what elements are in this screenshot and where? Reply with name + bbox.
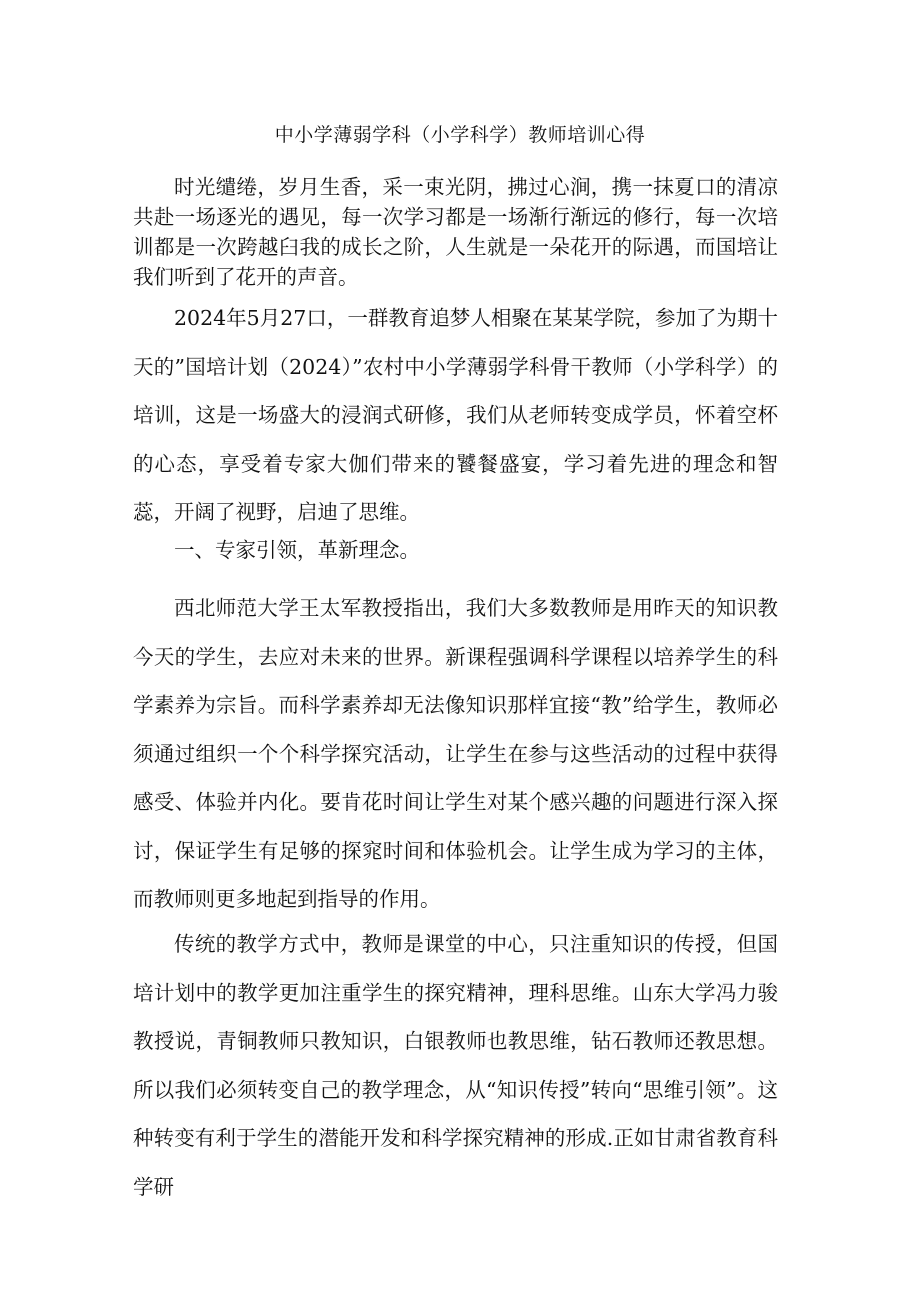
paragraph-training-overview: 2024年5月27口，一群教育追梦人相聚在某某学院，参加了为期十天的”国培计划（2024）”农村中小学薄弱学科骨干教师（小学科学）的培训，这是一场盛大的浸润式研修，我们从老师转变成学员，怀着空杯的心态，享受着专家大伽们带来的饕餐盛宴，学习着先进的理念和智蕊，开阔了视野，启迪了思维。 <box>133 306 778 524</box>
document-title: 中小学薄弱学科（小学科学）教师培训心得 <box>274 124 646 146</box>
paragraph-traditional-teaching: 传统的教学方式中，教师是课堂的中心，只注重知识的传授，但国培计划中的教学更加注重学生的探究精神，理科思维。山东大学冯力骏教授说，青铜教师只教知识，白银教师也教思维，钻石教师还教思想。所以我们必须转变自己的教学理念，从“知识传授”转向“思维引领”。这种转变有利于学生的潜能开发和科学探究精神的形成.正如甘肃省教育科学研 <box>133 932 778 1199</box>
section-heading-expert-guidance: 一、专家引领，革新理念。 <box>174 538 420 562</box>
paragraph-intro: 时光缱绻，岁月生香，采一束光阴，拂过心涧，携一抹夏口的清凉共赴一场逐光的遇见，每一次学习都是一场渐行渐远的修行，每一次培训都是一次跨越臼我的成长之阶，人生就是一朵花开的际遇，而国培让我们听到了花开的声音。 <box>133 175 778 289</box>
paragraph-professor-wang: 西北师范大学王太军教授指出，我们大多数教师是用昨天的知识教今天的学生，去应对未来的世界。新课程强调科学课程以培养学生的科学素养为宗旨。而科学素养却无法像知识那样宜接“教”给学生，教师必须通过组织一个个科学探究活动，让学生在参与这些活动的过程中获得感受、体验并内化。要肯花时间让学生对某个感兴趣的问题进行深入探讨，保证学生有足够的探窕时间和体验机会。让学生成为学习的主体，而教师则更多地起到指导的作用。 <box>133 596 778 911</box>
